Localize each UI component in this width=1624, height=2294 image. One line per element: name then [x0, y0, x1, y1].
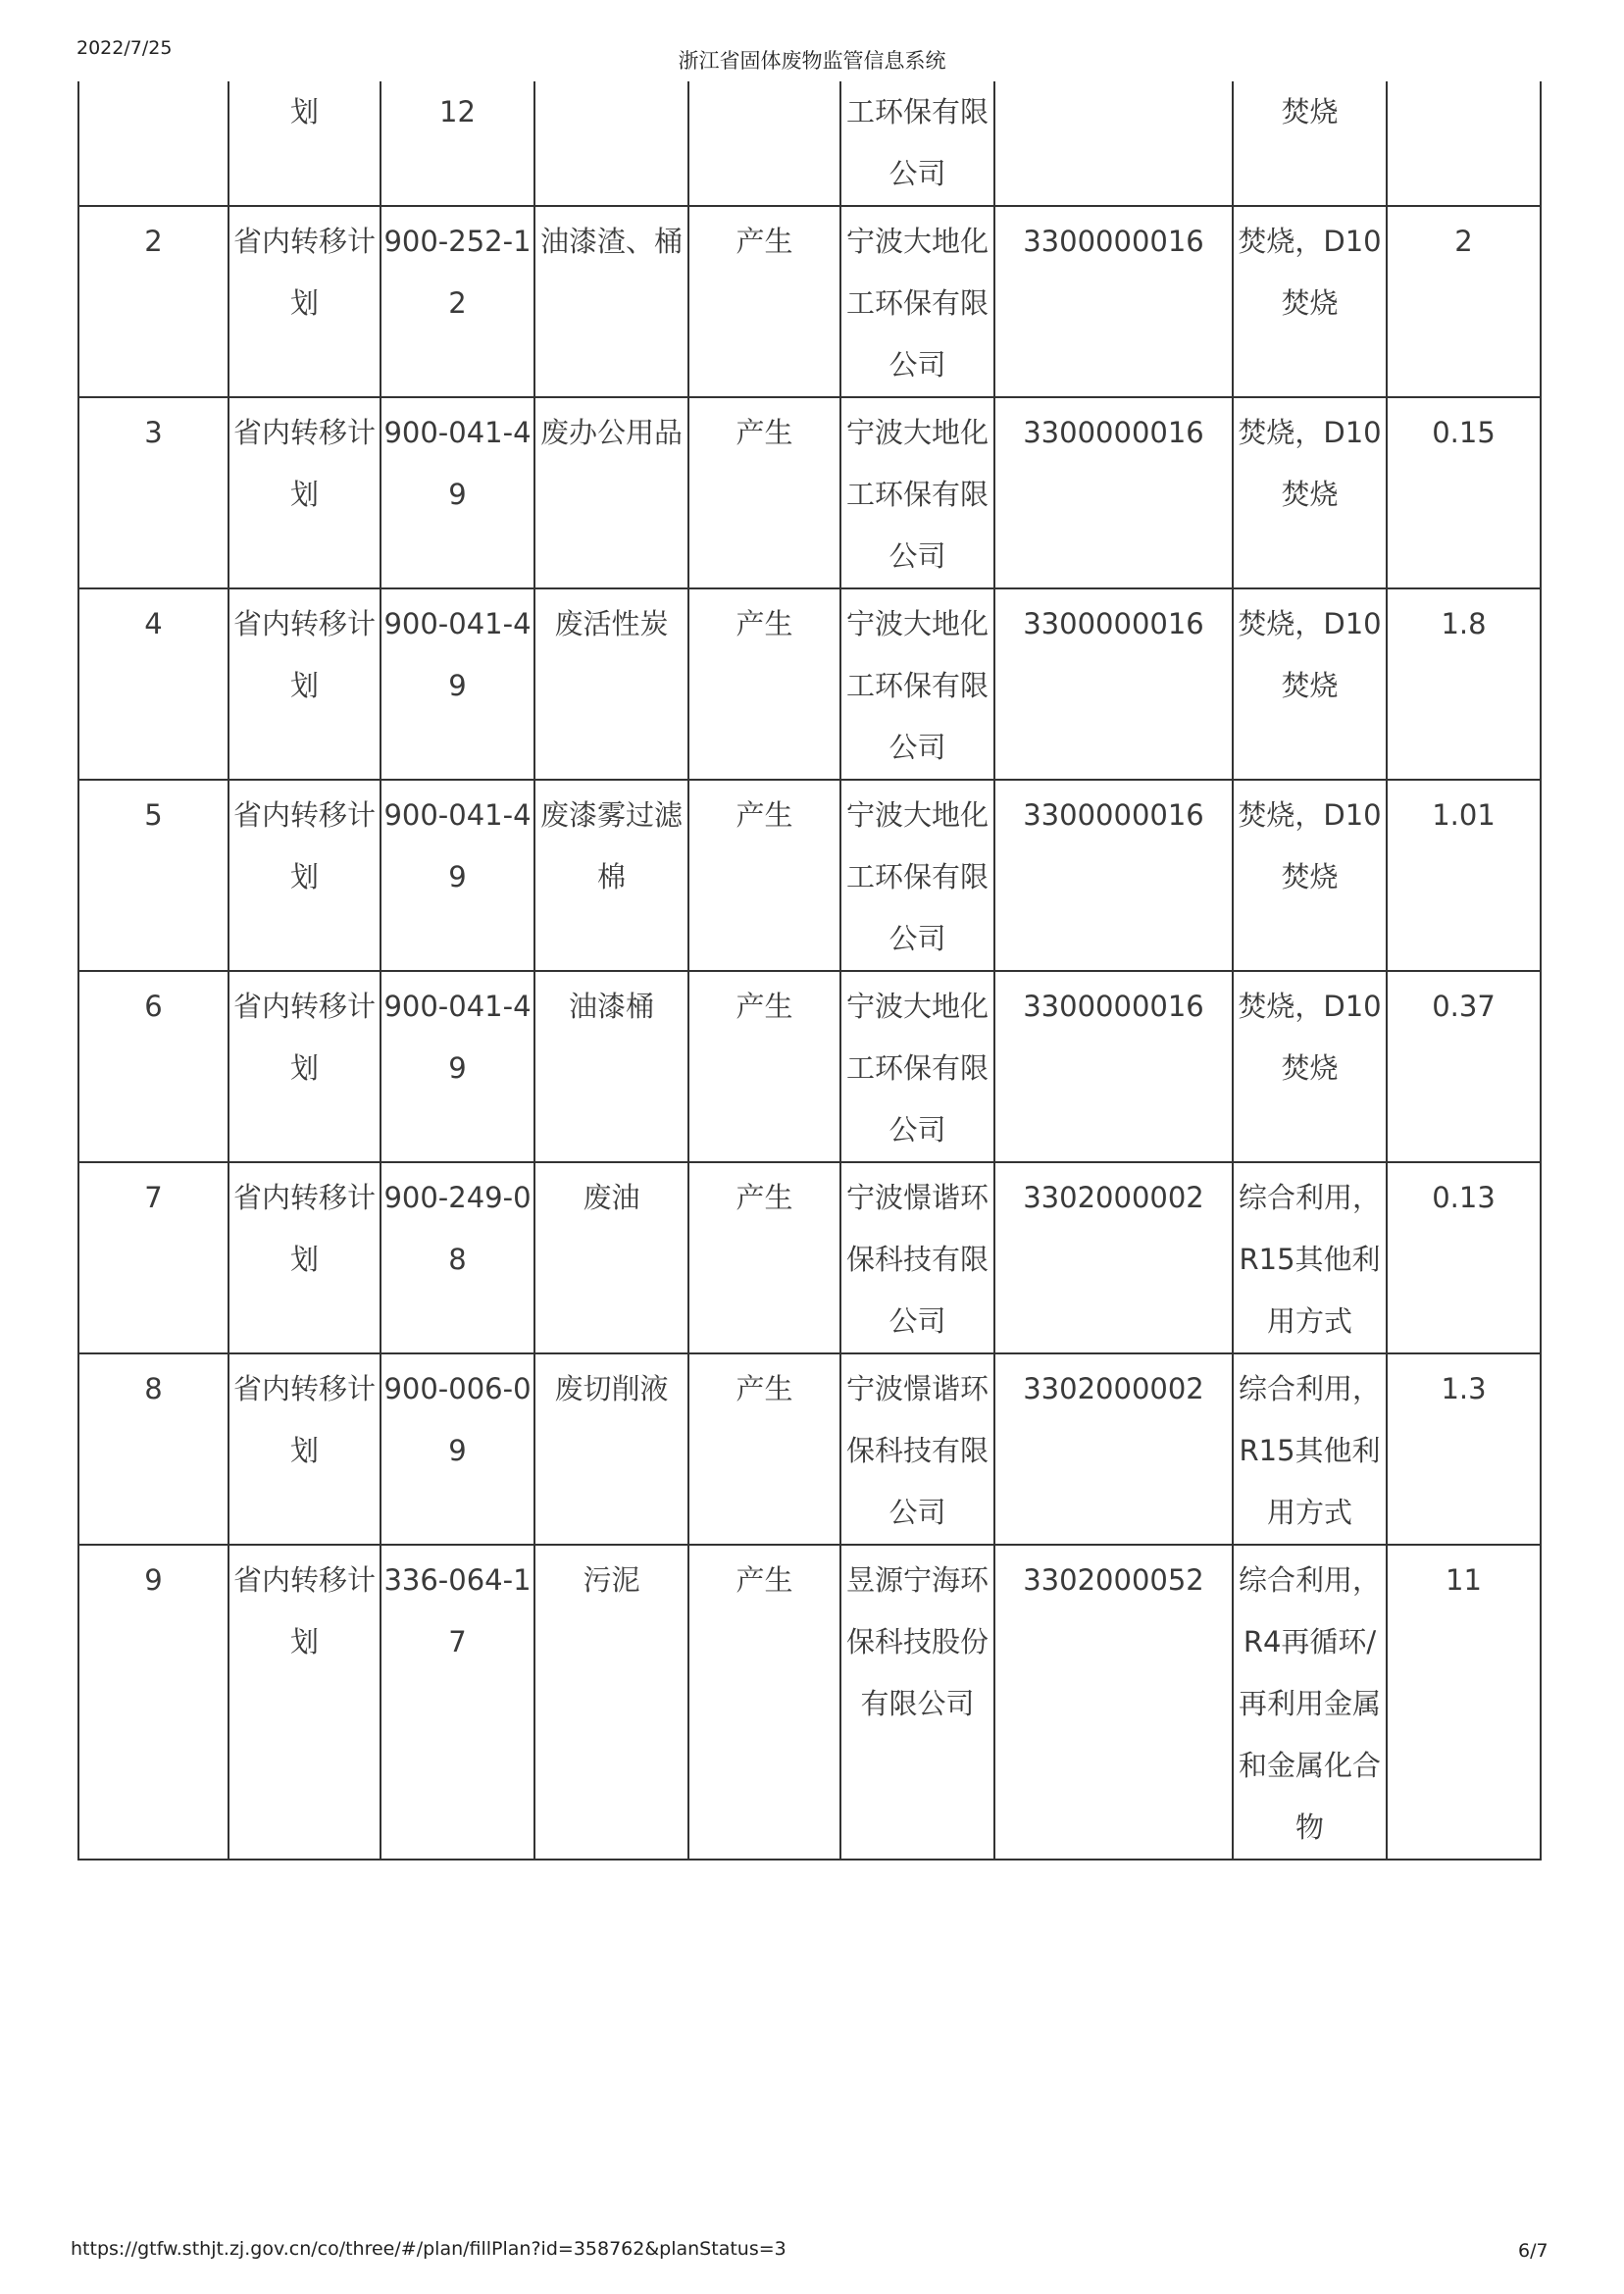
cell-license: 3300000016	[994, 971, 1233, 1162]
cell-plan-type: 省内转移计划	[228, 971, 381, 1162]
header-date: 2022/7/25	[76, 37, 173, 59]
cell-license: 3302000052	[994, 1545, 1233, 1860]
cell-name: 油漆桶	[534, 971, 688, 1162]
cell-name: 废漆雾过滤棉	[534, 780, 688, 971]
cell-no: 6	[78, 971, 228, 1162]
cell-code: 336-064-17	[381, 1545, 534, 1860]
cell-source: 产生	[688, 1162, 840, 1353]
cell-unit: 宁波大地化工环保有限公司	[840, 588, 994, 780]
cell-name: 废活性炭	[534, 588, 688, 780]
cell-plan-type: 省内转移计划	[228, 206, 381, 397]
cell-license: 3300000016	[994, 588, 1233, 780]
cell-source: 产生	[688, 1545, 840, 1860]
cell-method: 焚烧，D10焚烧	[1233, 971, 1387, 1162]
cell-unit: 宁波大地化工环保有限公司	[840, 971, 994, 1162]
cell-plan-type: 省内转移计划	[228, 1353, 381, 1545]
cell-source: 产生	[688, 1353, 840, 1545]
cell-name	[534, 81, 688, 206]
cell-plan-type: 省内转移计划	[228, 588, 381, 780]
cell-code: 900-041-49	[381, 971, 534, 1162]
cell-code: 900-252-12	[381, 206, 534, 397]
cell-unit: 昱源宁海环保科技股份有限公司	[840, 1545, 994, 1860]
cell-qty: 1.3	[1387, 1353, 1541, 1545]
cell-license	[994, 81, 1233, 206]
cell-method: 综合利用，R4再循环/再利用金属和金属化合物	[1233, 1545, 1387, 1860]
cell-name: 污泥	[534, 1545, 688, 1860]
cell-qty: 0.37	[1387, 971, 1541, 1162]
cell-no	[78, 81, 228, 206]
cell-source: 产生	[688, 397, 840, 588]
cell-name: 废切削液	[534, 1353, 688, 1545]
cell-plan-type: 省内转移计划	[228, 1545, 381, 1860]
table-row-partial	[78, 81, 1541, 206]
table-row	[78, 588, 1541, 780]
cell-no: 7	[78, 1162, 228, 1353]
cell-source: 产生	[688, 206, 840, 397]
cell-method: 焚烧，D10焚烧	[1233, 780, 1387, 971]
cell-license: 3300000016	[994, 780, 1233, 971]
table-row	[78, 1162, 1541, 1353]
cell-unit: 宁波大地化工环保有限公司	[840, 780, 994, 971]
cell-qty: 1.01	[1387, 780, 1541, 971]
cell-method: 焚烧	[1233, 81, 1387, 206]
cell-source: 产生	[688, 588, 840, 780]
cell-code: 900-249-08	[381, 1162, 534, 1353]
cell-code: 900-041-49	[381, 780, 534, 971]
cell-no: 5	[78, 780, 228, 971]
cell-plan-type: 省内转移计划	[228, 780, 381, 971]
cell-plan-type: 省内转移计划	[228, 397, 381, 588]
cell-method: 焚烧，D10焚烧	[1233, 397, 1387, 588]
cell-name: 油漆渣、桶	[534, 206, 688, 397]
cell-code: 900-006-09	[381, 1353, 534, 1545]
cell-method: 焚烧，D10焚烧	[1233, 206, 1387, 397]
table-row	[78, 780, 1541, 971]
footer-url: https://gtfw.sthjt.zj.gov.cn/co/three/#/plan/fillPlan?id=358762&planStatus=3	[71, 2238, 787, 2260]
cell-method: 焚烧，D10焚烧	[1233, 588, 1387, 780]
cell-qty: 11	[1387, 1545, 1541, 1860]
cell-no: 9	[78, 1545, 228, 1860]
cell-no: 3	[78, 397, 228, 588]
header-title: 浙江省固体废物监管信息系统	[678, 49, 946, 73]
cell-unit: 工环保有限公司	[840, 81, 994, 206]
cell-qty: 1.8	[1387, 588, 1541, 780]
cell-qty: 0.15	[1387, 397, 1541, 588]
cell-unit: 宁波憬谐环保科技有限公司	[840, 1353, 994, 1545]
table-row	[78, 971, 1541, 1162]
waste-transfer-table	[77, 81, 1542, 1861]
cell-no: 2	[78, 206, 228, 397]
cell-code: 12	[381, 81, 534, 206]
cell-license: 3302000002	[994, 1162, 1233, 1353]
cell-no: 8	[78, 1353, 228, 1545]
cell-qty	[1387, 81, 1541, 206]
table-row	[78, 397, 1541, 588]
cell-unit: 宁波大地化工环保有限公司	[840, 206, 994, 397]
cell-plan-type: 省内转移计划	[228, 1162, 381, 1353]
cell-license: 3300000016	[994, 397, 1233, 588]
table-row	[78, 206, 1541, 397]
cell-license: 3302000002	[994, 1353, 1233, 1545]
cell-source: 产生	[688, 780, 840, 971]
cell-method: 综合利用，R15其他利用方式	[1233, 1162, 1387, 1353]
cell-unit: 宁波大地化工环保有限公司	[840, 397, 994, 588]
cell-code: 900-041-49	[381, 588, 534, 780]
cell-qty: 0.13	[1387, 1162, 1541, 1353]
cell-name: 废油	[534, 1162, 688, 1353]
cell-source	[688, 81, 840, 206]
cell-license: 3300000016	[994, 206, 1233, 397]
cell-source: 产生	[688, 971, 840, 1162]
table-row	[78, 1545, 1541, 1860]
cell-name: 废办公用品	[534, 397, 688, 588]
cell-method: 综合利用，R15其他利用方式	[1233, 1353, 1387, 1545]
cell-unit: 宁波憬谐环保科技有限公司	[840, 1162, 994, 1353]
cell-qty: 2	[1387, 206, 1541, 397]
table-row	[78, 1353, 1541, 1545]
cell-no: 4	[78, 588, 228, 780]
cell-plan-type: 划	[228, 81, 381, 206]
footer-page-number: 6/7	[1518, 2240, 1548, 2262]
cell-code: 900-041-49	[381, 397, 534, 588]
